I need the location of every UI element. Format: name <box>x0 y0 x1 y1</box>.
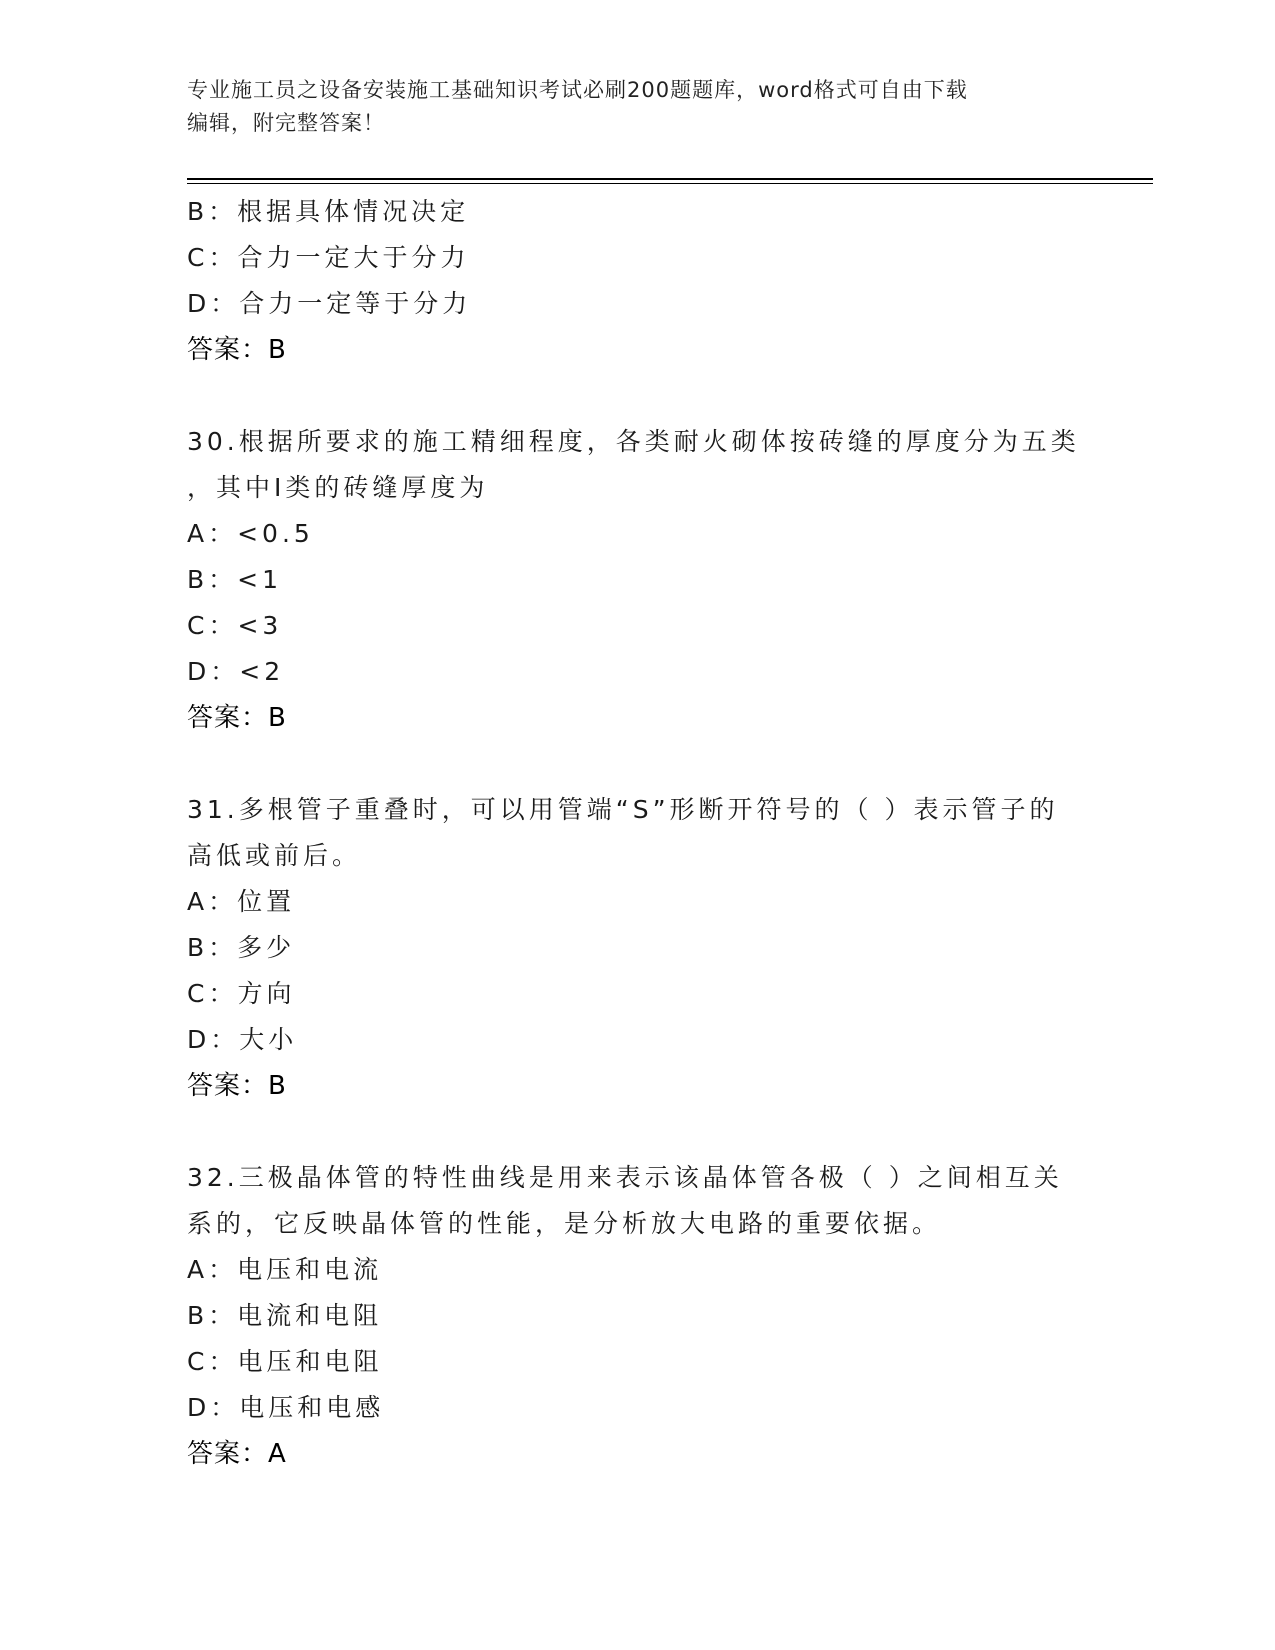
question-32 <box>187 1155 1087 1477</box>
question-30 <box>187 419 1087 741</box>
header-line-2: 编辑，附完整答案！ <box>187 111 385 135</box>
answer: 答案：B <box>187 335 287 365</box>
option-d: D：合力一定等于分力 <box>187 289 472 318</box>
header-line-1: 专业施工员之设备安装施工基础知识考试必刷200题题库，word格式可自由下载 <box>187 78 968 102</box>
question-title-line-2: 系的，它反映晶体管的性能，是分析放大电路的重要依据。 <box>187 1209 942 1238</box>
question-29-continuation <box>187 189 1087 373</box>
option-d: D：<2 <box>187 657 285 686</box>
option-c: C：<3 <box>187 611 283 640</box>
option-b: B：多少 <box>187 933 296 962</box>
answer: 答案：B <box>187 703 287 733</box>
option-c: C：电压和电阻 <box>187 1347 383 1376</box>
option-b: B：<1 <box>187 565 283 594</box>
document-header <box>187 74 1087 140</box>
question-list <box>187 189 1087 1523</box>
question-31 <box>187 787 1087 1109</box>
header-divider-thick <box>187 178 1153 180</box>
option-d: D：电压和电感 <box>187 1393 385 1422</box>
question-title-line-1: 32.三极晶体管的特性曲线是用来表示该晶体管各极（ ）之间相互关 <box>187 1163 1063 1192</box>
option-a: A：<0.5 <box>187 519 314 548</box>
answer: 答案：B <box>187 1071 287 1101</box>
option-c: C：方向 <box>187 979 296 1008</box>
option-c: C：合力一定大于分力 <box>187 243 470 272</box>
option-d: D：大小 <box>187 1025 298 1054</box>
question-title-line-2: ，其中Ⅰ类的砖缝厚度为 <box>187 473 489 502</box>
answer: 答案：A <box>187 1439 287 1469</box>
option-b: B：根据具体情况决定 <box>187 197 470 226</box>
question-title-line-1: 30.根据所要求的施工精细程度，各类耐火砌体按砖缝的厚度分为五类 <box>187 427 1080 456</box>
header-divider-thin <box>187 183 1153 184</box>
option-a: A：位置 <box>187 887 296 916</box>
option-a: A：电压和电流 <box>187 1255 383 1284</box>
question-title-line-2: 高低或前后。 <box>187 841 362 870</box>
option-b: B：电流和电阻 <box>187 1301 383 1330</box>
question-title-line-1: 31.多根管子重叠时，可以用管端“S”形断开符号的（ ）表示管子的 <box>187 795 1059 824</box>
